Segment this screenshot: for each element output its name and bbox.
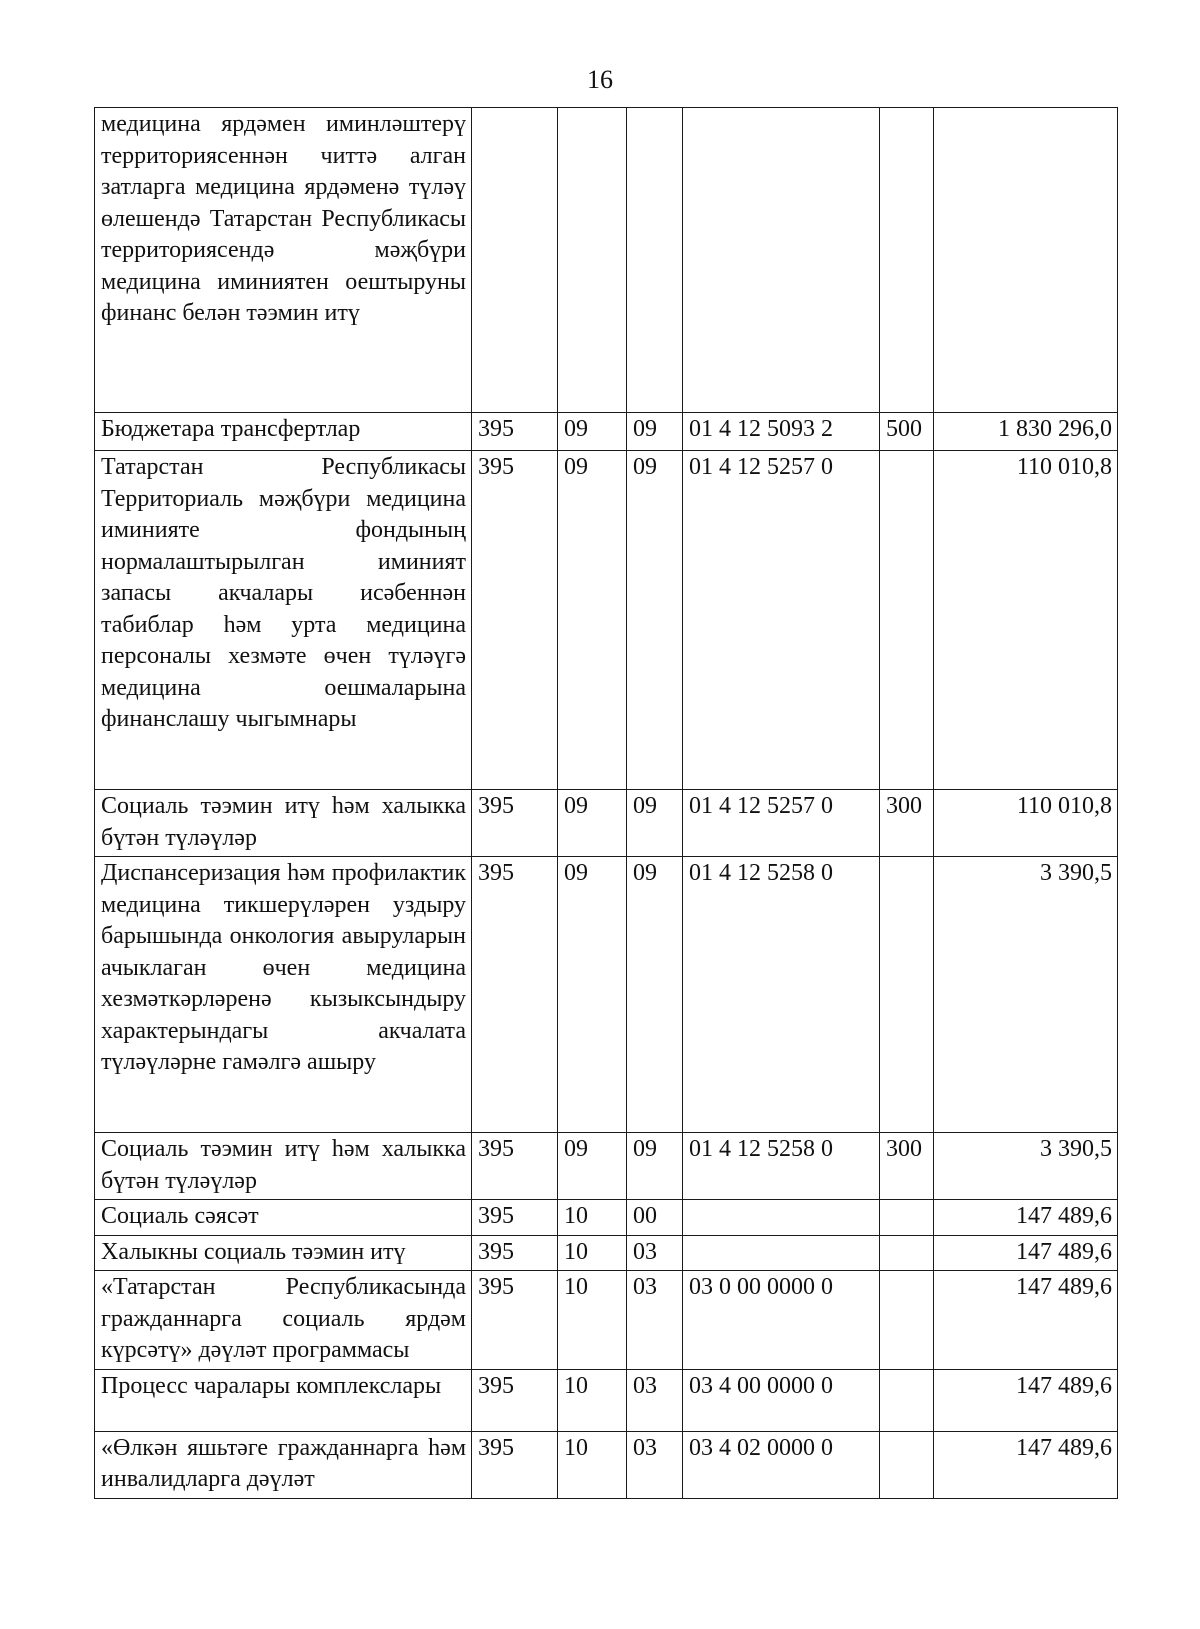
amount: 147 489,6 [934, 1431, 1118, 1498]
subsection-code: 09 [627, 1133, 683, 1200]
subsection-code [627, 108, 683, 413]
subsection-code: 09 [627, 451, 683, 790]
expense-type-code [880, 108, 934, 413]
expense-type-code [880, 451, 934, 790]
item-name: Социаль сәясәт [95, 1200, 472, 1236]
expense-type-code: 300 [880, 1133, 934, 1200]
target-article-code: 01 4 12 5258 0 [683, 1133, 880, 1200]
amount: 3 390,5 [934, 1133, 1118, 1200]
item-name: Халыкны социаль тәэмин итү [95, 1235, 472, 1271]
section-code: 10 [558, 1235, 627, 1271]
amount: 147 489,6 [934, 1235, 1118, 1271]
section-code [558, 108, 627, 413]
table-row [95, 1431, 1118, 1498]
amount: 3 390,5 [934, 857, 1118, 1133]
expense-type-code: 300 [880, 790, 934, 857]
table-row [95, 1200, 1118, 1236]
table-row [95, 1369, 1118, 1431]
subsection-code: 03 [627, 1235, 683, 1271]
section-code: 10 [558, 1271, 627, 1370]
table-row [95, 108, 1118, 413]
subsection-code: 03 [627, 1431, 683, 1498]
item-name: Бюджетара трансфертлар [95, 413, 472, 451]
section-code: 09 [558, 451, 627, 790]
table-row [95, 1235, 1118, 1271]
ministry-code: 395 [472, 1369, 558, 1431]
ministry-code [472, 108, 558, 413]
subsection-code: 09 [627, 413, 683, 451]
expense-type-code [880, 1200, 934, 1236]
table-row [95, 790, 1118, 857]
ministry-code: 395 [472, 1431, 558, 1498]
target-article-code: 03 4 02 0000 0 [683, 1431, 880, 1498]
item-name: Социаль тәэмин итү һәм халыкка бүтән түләүләр [95, 1133, 472, 1200]
ministry-code: 395 [472, 1271, 558, 1370]
ministry-code: 395 [472, 1200, 558, 1236]
item-name: Процесс чаралары комплекслары [95, 1369, 472, 1431]
amount: 147 489,6 [934, 1369, 1118, 1431]
item-name: Социаль тәэмин итү һәм халыкка бүтән түләүләр [95, 790, 472, 857]
expense-type-code [880, 1369, 934, 1431]
section-code: 09 [558, 413, 627, 451]
budget-table [94, 107, 1118, 1499]
amount: 110 010,8 [934, 790, 1118, 857]
table-row [95, 857, 1118, 1133]
ministry-code: 395 [472, 857, 558, 1133]
section-code: 10 [558, 1200, 627, 1236]
subsection-code: 03 [627, 1271, 683, 1370]
item-name: «Өлкән яшьтәге гражданнарга һәм инвалидларга дәүләт [95, 1431, 472, 1498]
section-code: 10 [558, 1431, 627, 1498]
page-number: 16 [587, 65, 613, 94]
target-article-code: 01 4 12 5257 0 [683, 451, 880, 790]
target-article-code: 01 4 12 5093 2 [683, 413, 880, 451]
item-name: «Татарстан Республикасында гражданнарга социаль ярдәм күрсәтү» дәүләт программасы [95, 1271, 472, 1370]
amount: 1 830 296,0 [934, 413, 1118, 451]
subsection-code: 09 [627, 790, 683, 857]
expense-type-code [880, 857, 934, 1133]
subsection-code: 09 [627, 857, 683, 1133]
section-code: 09 [558, 1133, 627, 1200]
item-name: медицина ярдәмен иминләштерү территориясеннән читтә алган затларга медицина ярдәменә түләү өлешендә Татарстан Республикасы территориясендә мәҗбүри медицина иминиятен оештыруны финанс белән тәэмин итү [95, 108, 472, 413]
table-row [95, 413, 1118, 451]
subsection-code: 00 [627, 1200, 683, 1236]
expense-type-code [880, 1271, 934, 1370]
amount [934, 108, 1118, 413]
section-code: 10 [558, 1369, 627, 1431]
target-article-code [683, 1200, 880, 1236]
subsection-code: 03 [627, 1369, 683, 1431]
expense-type-code: 500 [880, 413, 934, 451]
target-article-code: 03 0 00 0000 0 [683, 1271, 880, 1370]
expense-type-code [880, 1431, 934, 1498]
target-article-code: 01 4 12 5258 0 [683, 857, 880, 1133]
table-row [95, 451, 1118, 790]
target-article-code [683, 1235, 880, 1271]
section-code: 09 [558, 790, 627, 857]
target-article-code: 03 4 00 0000 0 [683, 1369, 880, 1431]
ministry-code: 395 [472, 790, 558, 857]
amount: 147 489,6 [934, 1200, 1118, 1236]
target-article-code [683, 108, 880, 413]
target-article-code: 01 4 12 5257 0 [683, 790, 880, 857]
table-row [95, 1271, 1118, 1370]
table-row [95, 1133, 1118, 1200]
amount: 147 489,6 [934, 1271, 1118, 1370]
ministry-code: 395 [472, 413, 558, 451]
section-code: 09 [558, 857, 627, 1133]
ministry-code: 395 [472, 451, 558, 790]
item-name: Татарстан Республикасы Территориаль мәҗбүри медицина иминияте фондының нормалаштырылган иминият запасы акчалары исәбеннән табиблар һәм урта медицина персоналы хезмәте өчен түләүгә медицина оешмаларына финанслашу чыгымнары [95, 451, 472, 790]
amount: 110 010,8 [934, 451, 1118, 790]
ministry-code: 395 [472, 1133, 558, 1200]
ministry-code: 395 [472, 1235, 558, 1271]
item-name: Диспансеризация һәм профилактик медицина тикшерүләрен уздыру барышында онкология авыруларын ачыклаган өчен медицина хезмәткәрләренә кызыксындыру характерындагы акчалата түләүләрне гамәлгә ашыру [95, 857, 472, 1133]
expense-type-code [880, 1235, 934, 1271]
